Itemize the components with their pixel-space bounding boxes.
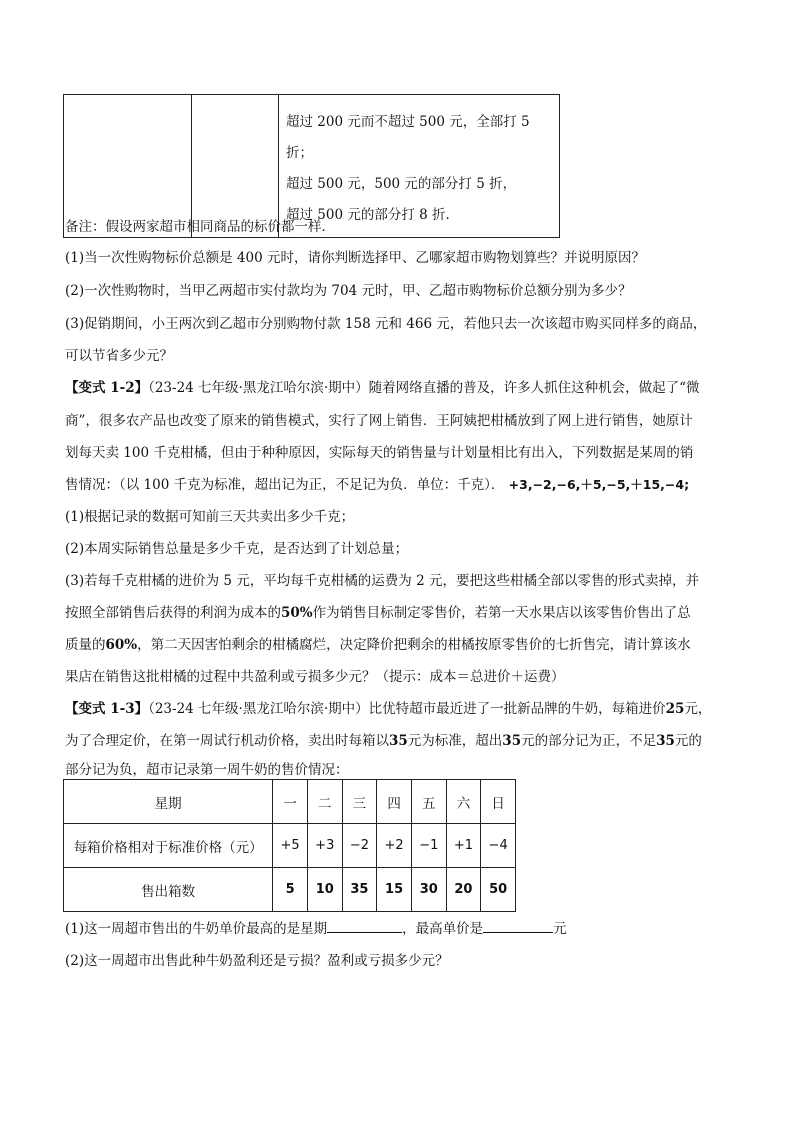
text-fragment: 元为标准，超出 bbox=[407, 733, 503, 749]
text-fragment: (1)这一周超市售出的牛奶单价最高的是星期 bbox=[65, 921, 328, 937]
table-cell: −2 bbox=[342, 824, 377, 868]
text-fragment: 元的 bbox=[674, 733, 702, 749]
text-fragment: ，第二天因害怕剩余的柑橘腐烂，决定降价把剩余的柑橘按原零售价的七折售完，请计算该水 bbox=[137, 637, 691, 653]
table-cell: +1 bbox=[446, 824, 481, 868]
table-cell: 5 bbox=[273, 868, 308, 912]
table-cell: 10 bbox=[307, 868, 342, 912]
text-fragment: 质量的 bbox=[65, 637, 106, 653]
text-fragment: ，最高单价是 bbox=[402, 921, 484, 937]
variant-1-3-sub1 bbox=[65, 917, 567, 937]
table-row bbox=[64, 780, 516, 824]
text-fragment: 元的部分记为正，不足 bbox=[521, 733, 657, 749]
sales-data: +3,−2,−6,＋5,−5,＋15,−4; bbox=[508, 477, 690, 492]
table-header-day: 四 bbox=[377, 780, 412, 824]
variant-1-3-line1 bbox=[65, 697, 711, 717]
question-1-3-cont: 可以节省多少元？ bbox=[65, 348, 173, 364]
variant-1-2-line4 bbox=[65, 473, 689, 493]
question-1-3: (3)促销期间，小王两次到乙超市分别购物付款 158 元和 466 元，若他只去一次该超市购买同样多的商品， bbox=[65, 316, 707, 332]
table-header-day: 六 bbox=[446, 780, 481, 824]
table-cell: 35 bbox=[342, 868, 377, 912]
variant-1-2-line3: 划每天卖 100 千克柑橘，但由于种种原因，实际每天的销售量与计划量相比有出入，下列数据是某周的销 bbox=[65, 445, 694, 461]
table-cell: 20 bbox=[446, 868, 481, 912]
table-header-day: 五 bbox=[411, 780, 446, 824]
variant-1-2-line2: 商”，很多农产品也改变了原来的销售模式，实行了网上销售．王阿姨把柑橘放到了网上进行销售，她原计 bbox=[65, 413, 693, 429]
rule-line: 超过 500 元的部分打 8 折． bbox=[286, 207, 460, 223]
variant-1-2-sub3-b bbox=[65, 601, 691, 621]
rule-line: 超过 500 元，500 元的部分打 5 折， bbox=[286, 176, 517, 192]
text-fragment: 为了合理定价，在第一周试行机动价格，卖出时每箱以 bbox=[65, 733, 389, 749]
table-cell: +3 bbox=[307, 824, 342, 868]
question-1-2: (2)一次性购物时，当甲乙两超市实付款均为 704 元时，甲、乙超市购物标价总额分别为多少？ bbox=[65, 283, 632, 299]
rule-line: 超过 200 元而不超过 500 元，全部打 5 折； bbox=[286, 114, 530, 161]
variant-1-2-sub1: (1)根据记录的数据可知前三天共卖出多少千克； bbox=[65, 509, 355, 525]
table-cell: 30 bbox=[411, 868, 446, 912]
table-row bbox=[64, 824, 516, 868]
table-header-day: 三 bbox=[342, 780, 377, 824]
variant-1-2-sub3-c bbox=[65, 633, 691, 653]
table-row bbox=[64, 868, 516, 912]
table-header-day: 日 bbox=[481, 780, 516, 824]
table-header-label: 星期 bbox=[64, 780, 273, 824]
table-cell: −1 bbox=[411, 824, 446, 868]
number-value: 35 bbox=[389, 733, 408, 749]
milk-price-table bbox=[63, 779, 516, 912]
note: 备注：假设两家超市相同商品的标价都一样． bbox=[65, 219, 335, 235]
variant-1-3-sub2: (2)这一周超市出售此种牛奶盈利还是亏损？盈利或亏损多少元？ bbox=[65, 953, 449, 969]
text-fragment: 作为销售目标制定零售价，若第一天水果店以该零售价售出了总 bbox=[312, 605, 691, 621]
variant-1-2-sub3: (3)若每千克柑橘的进价为 5 元，平均每千克柑橘的运费为 2 元，要把这些柑橘全部以零售的形式卖掉，并 bbox=[65, 573, 699, 589]
table-row-label: 售出箱数 bbox=[64, 868, 273, 912]
variant-1-3-line3: 部分记为负，超市记录第一周牛奶的售价情况： bbox=[65, 762, 349, 778]
text-fragment: 元 bbox=[553, 921, 567, 937]
text-fragment: 按照全部销售后获得的利润为成本的 bbox=[65, 605, 281, 621]
variant-1-2-line1 bbox=[65, 376, 700, 396]
table-cell: 50 bbox=[481, 868, 516, 912]
number-value: 35 bbox=[656, 733, 675, 749]
table-cell: +5 bbox=[273, 824, 308, 868]
number-value: 35 bbox=[502, 733, 522, 749]
percent-value: 50% bbox=[281, 605, 313, 621]
table-cell: 15 bbox=[377, 868, 412, 912]
question-1-1: (1)当一次性购物标价总额是 400 元时，请你判断选择甲、乙哪家超市购物划算些？并说明原因？ bbox=[65, 250, 645, 266]
table-header-day: 二 bbox=[307, 780, 342, 824]
percent-value: 60% bbox=[105, 637, 138, 653]
table-header-day: 一 bbox=[273, 780, 308, 824]
answer-blank[interactable] bbox=[327, 918, 402, 933]
variant-1-2-label: 【变式 1-2】 bbox=[65, 380, 149, 396]
text-fragment: （23-24 七年级·黑龙江哈尔滨·期中）比优特超市最近进了一批新品牌的牛奶，每箱进价 bbox=[148, 701, 666, 717]
table-row-label: 每箱价格相对于标准价格（元） bbox=[64, 824, 273, 868]
variant-1-3-line2 bbox=[65, 729, 702, 749]
variant-1-3-label: 【变式 1-3】 bbox=[65, 701, 149, 717]
variant-1-2-text: （23-24 七年级·黑龙江哈尔滨·期中）随着网络直播的普及，许多人抓住这种机会，做起了“微 bbox=[148, 380, 700, 396]
number-value: 25 bbox=[665, 701, 685, 717]
text-fragment: 元， bbox=[684, 701, 712, 717]
variant-1-2-sub2: (2)本周实际销售总量是多少千克，是否达到了计划总量； bbox=[65, 541, 409, 557]
answer-blank[interactable] bbox=[483, 918, 553, 933]
table-cell: −4 bbox=[481, 824, 516, 868]
table-cell: +2 bbox=[377, 824, 412, 868]
variant-1-2-line4-text: 售情况：（以 100 千克为标准，超出记为正，不足记为负．单位：千克）． bbox=[65, 477, 505, 493]
variant-1-2-sub3-d: 果店在销售这批柑橘的过程中共盈利或亏损多少元？（提示：成本＝总进价＋运费） bbox=[65, 669, 565, 685]
